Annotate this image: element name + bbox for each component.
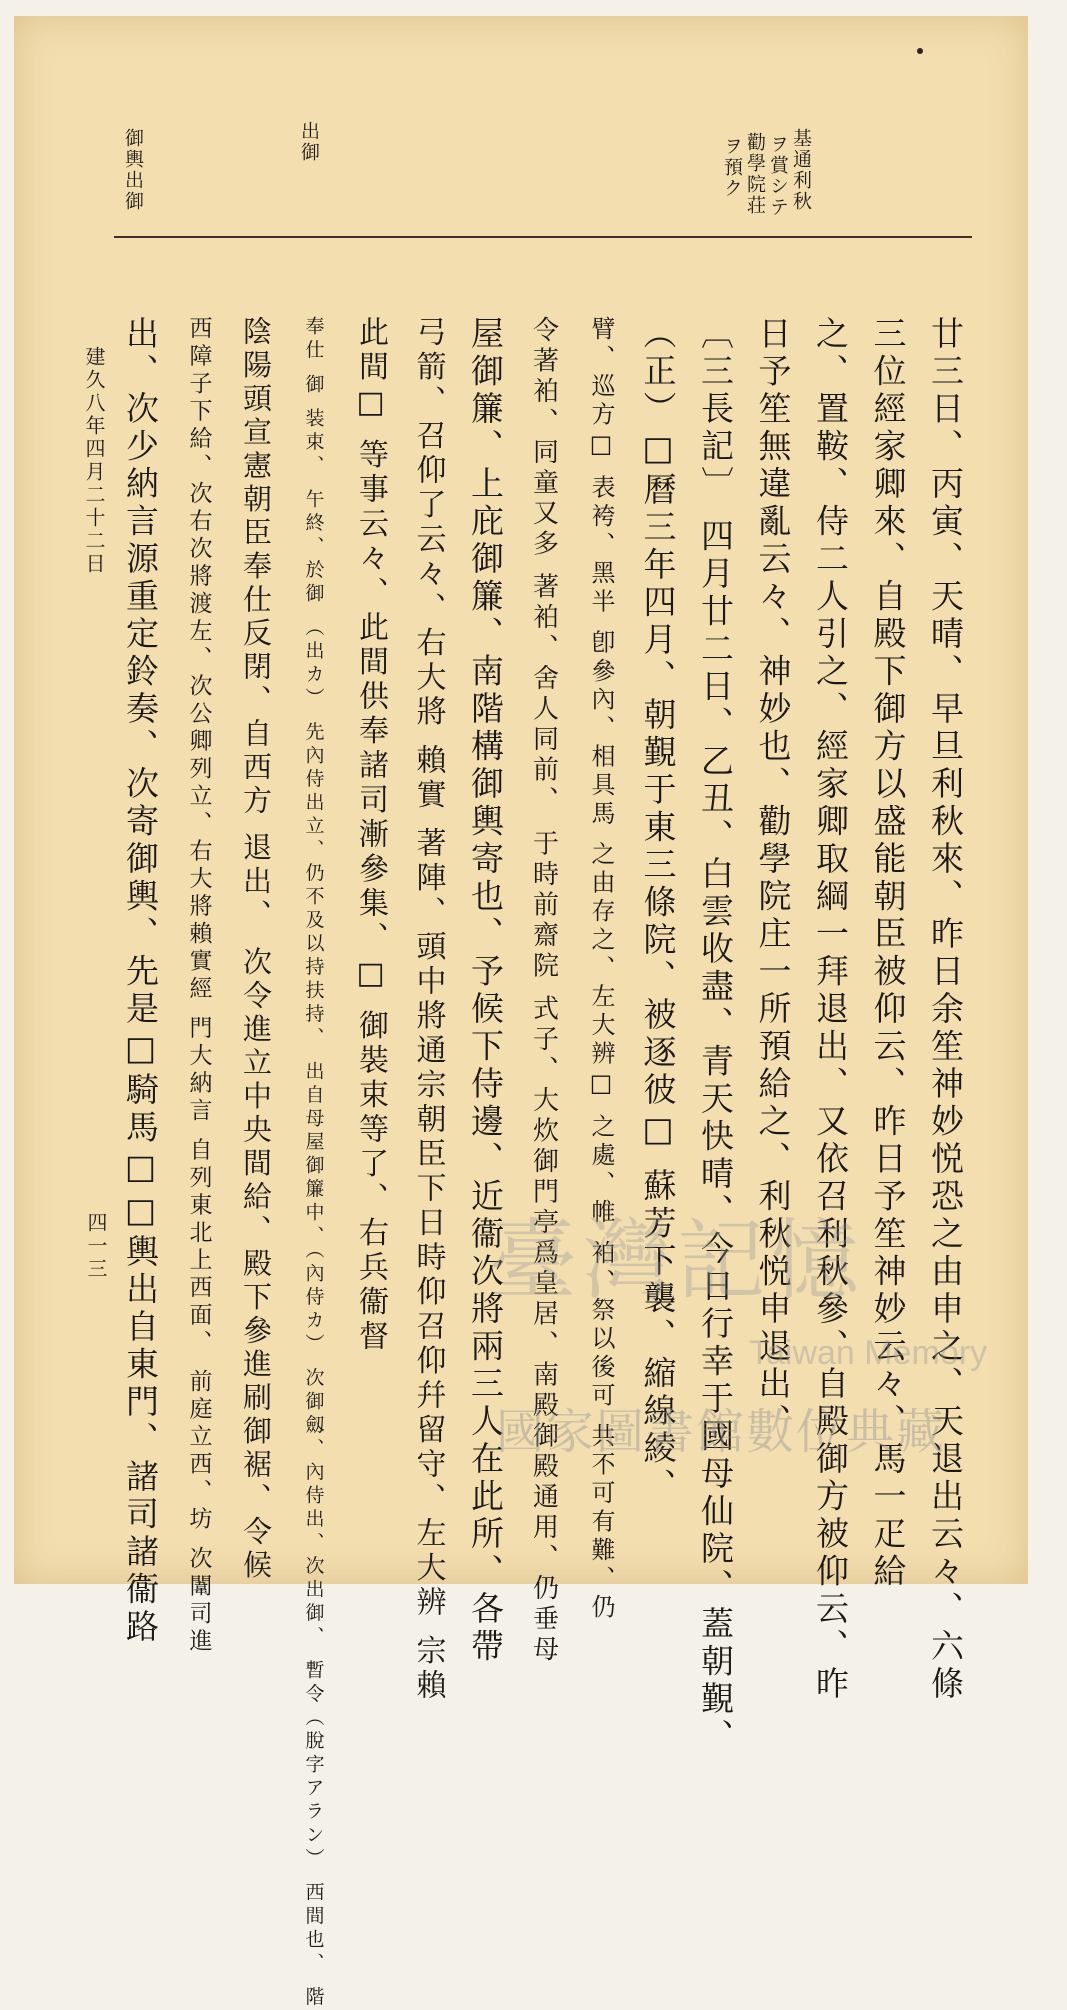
text-line: 弓箭、召仰了云々、右大將 賴實 著陣、頭中將通宗朝臣下日時仰召仰幷留守、左大辨 宗賴 [410,316,446,1704]
watermark-library: 國家圖書館數位典藏 [496,1404,947,1460]
watermark-logo: 臺灣記憶 [489,1209,866,1312]
page-number: 四一三 [84,1212,108,1281]
margin-note-1: 基通利秋 [790,128,812,212]
text-line: 西障子下給、次右次將渡左、次公卿列立、右大將賴實經 門大納言 自列東北上西面、 前庭立西、坊 次闈司進 [185,316,212,1656]
header-rule [114,236,972,238]
text-line: 廿三日、丙寅、天晴、早旦利秋來、昨日余笙神妙悦恐之由申之、天退出云々、六條 [926,316,965,1704]
ink-dot [917,48,923,54]
document-page [14,16,1028,2010]
margin-note-4: ヲ預ク [721,136,743,199]
text-line: 陰陽頭宣憲朝臣奉仕反閉、自西方 退出、 次令進立中央間給、殿下參進刷御裾、令候 [239,316,273,1583]
text-line: 屋御簾、上庇御簾、南階構御輿寄也、予候下侍邊、近衞次將兩三人在此所、各帶 [466,316,505,1666]
text-line: 〔三長記〕 四月廿二日、乙丑、白雲收盡、青天快晴、今日行幸于國母仙院、蓋朝覲、 [696,316,735,1756]
margin-note-mikoshi: 御輿出御 [122,128,144,212]
text-line: 之、置鞍、侍二人引之、經家卿取綱一拜退出、又依召利秋參、自殿御方被仰云、昨 [811,316,850,1704]
text-line: 出、次少納言源重定鈴奏、次寄御輿、先是□騎馬□□輿出自東門、諸司諸衞路 [121,316,160,1647]
text-line: （正）□曆三年四月、朝覲于東三條院、被逐彼□ 蘇芳下襲、縮線綾、 [638,316,678,1506]
watermark-english: Taiwan Memory [749,1334,988,1372]
text-line: 日予笙無違亂云々、神妙也、勸學院庄一所預給之、利秋悦申退出、 [753,316,793,1441]
footer-date: 建久八年四月二十二日 [82,346,106,576]
margin-note-shutsugyo: 出御 [298,121,320,163]
margin-note-2: ヲ賞シテ [767,134,789,218]
margin-note-3: 勸學院荘 [744,132,766,216]
text-line: 此間□ 等事云々、此間供奉諸司漸參集、□ 御裝束等了、右兵衞督 [353,316,388,1355]
text-line: 三位經家卿來、自殿下御方以盛能朝臣被仰云、昨日予笙神妙云々、馬一疋給 [868,316,908,1591]
text-line: 臂、巡方□ 表袴、黑半 卽參內、相具馬 之由存之、左大辨□ 之處、帷 袙、祭以後可 共不可有難、仍 [587,316,615,1623]
text-line: 令著袙、同童又多 著袙、舍人同前、 于時前齋院 式子、大炊御門亭爲皇居、南殿御殿通用、仍垂母 [528,316,559,1666]
text-line: 奉仕 御 装束、 午終、於御 （出カ） 先內侍出立、仍不及以持扶持、 出自母屋御簾中、（內侍カ） 次御劔、內侍出、次出御、 暫令（脫字アラン） 西間也、 階 [302,316,325,2010]
